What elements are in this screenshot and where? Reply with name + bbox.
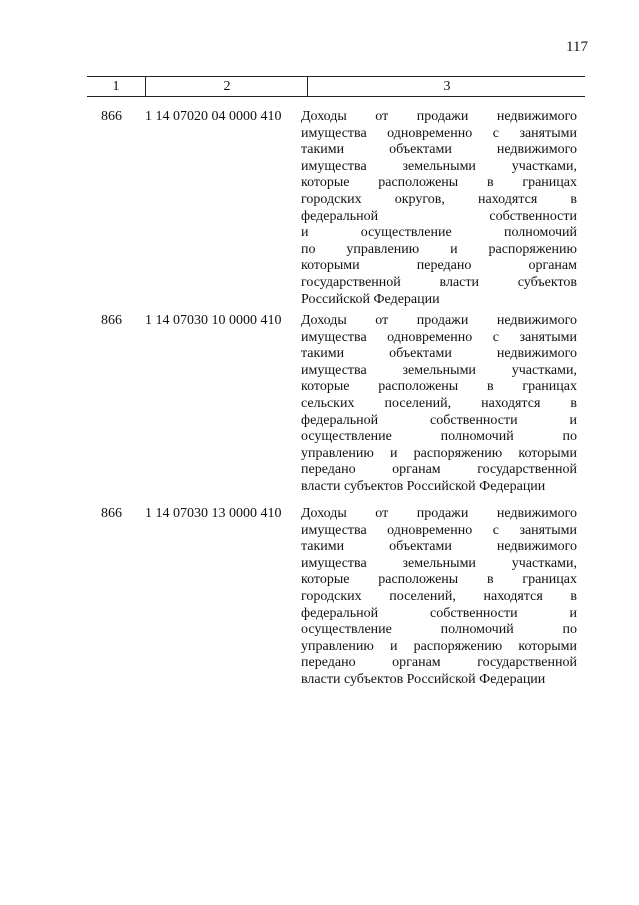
description-line: такими объектами недвижимого xyxy=(301,142,577,158)
description-line: имущества одновременно с занятыми xyxy=(301,522,577,538)
description-line: которыми передано органам xyxy=(301,258,577,274)
description-line: такими объектами недвижимого xyxy=(301,539,577,555)
description-line: осуществление полномочий по xyxy=(301,622,577,638)
description-line: власти субъектов Российской Федерации xyxy=(301,478,546,494)
budget-code: 1 14 07030 10 0000 410 xyxy=(145,313,282,328)
description-line: передано органам государственной xyxy=(301,462,577,478)
description-line: осуществление полномочий по xyxy=(301,429,577,445)
description-line: сельских поселений, находятся в xyxy=(301,395,577,411)
description-line: имущества земельными участками, xyxy=(301,158,577,174)
description-line: Доходы от продажи недвижимого xyxy=(301,109,577,124)
description-line: федеральной собственности и xyxy=(301,412,577,428)
description-line: городских округов, находятся в xyxy=(301,191,577,207)
description-line: городских поселений, находятся в xyxy=(301,588,577,604)
header-col-3: 3 xyxy=(307,77,586,96)
admin-code: 866 xyxy=(101,506,122,521)
header-col-2: 2 xyxy=(145,77,308,96)
description-line: имущества одновременно с занятыми xyxy=(301,329,577,345)
description-line: управлению и распоряжению которыми xyxy=(301,638,577,654)
admin-code: 866 xyxy=(101,313,122,328)
description-line: которые расположены в границах xyxy=(301,175,577,191)
description-line: которые расположены в границах xyxy=(301,379,577,395)
description-line: федеральной собственности и xyxy=(301,605,577,621)
description-line: управлению и распоряжению которыми xyxy=(301,445,577,461)
description-line: имущества земельными участками, xyxy=(301,555,577,571)
description-line: Российской Федерации xyxy=(301,291,440,307)
budget-code: 1 14 07020 04 0000 410 xyxy=(145,109,282,124)
description-line: имущества одновременно с занятыми xyxy=(301,125,577,141)
description-line: такими объектами недвижимого xyxy=(301,346,577,362)
income-description xyxy=(301,109,577,308)
budget-code: 1 14 07030 13 0000 410 xyxy=(145,506,282,521)
income-description xyxy=(301,506,577,689)
description-line: Доходы от продажи недвижимого xyxy=(301,506,577,521)
table-header xyxy=(87,76,585,97)
description-line: федеральной собственности xyxy=(301,208,577,224)
description-line: государственной власти субъектов xyxy=(301,274,577,290)
description-line: по управлению и распоряжению xyxy=(301,241,577,257)
description-line: и осуществление полномочий xyxy=(301,225,577,241)
admin-code: 866 xyxy=(101,109,122,124)
description-line: власти субъектов Российской Федерации xyxy=(301,671,546,687)
description-line: которые расположены в границах xyxy=(301,572,577,588)
description-line: Доходы от продажи недвижимого xyxy=(301,313,577,328)
description-line: передано органам государственной xyxy=(301,655,577,671)
page-number: 117 xyxy=(566,39,588,55)
header-col-1: 1 xyxy=(112,79,120,94)
income-description xyxy=(301,313,577,496)
description-line: имущества земельными участками, xyxy=(301,362,577,378)
